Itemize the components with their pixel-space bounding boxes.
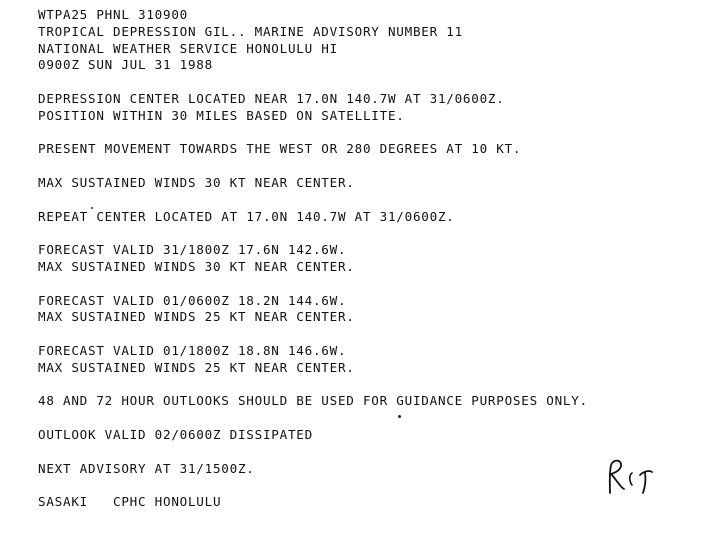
spacer	[38, 276, 588, 293]
movement-line: PRESENT MOVEMENT TOWARDS THE WEST OR 280 DEGREES AT 10 KT.	[38, 141, 522, 157]
scan-speck	[398, 415, 401, 418]
forecast-1-winds-line: MAX SUSTAINED WINDS 30 KT NEAR CENTER.	[38, 258, 355, 274]
spacer	[38, 125, 588, 142]
forecast-3-winds-line: MAX SUSTAINED WINDS 25 KT NEAR CENTER.	[38, 359, 355, 375]
header-line-wmo-id: WTPA25 PHNL 310900	[38, 7, 188, 22]
forecast-2-winds-line: MAX SUSTAINED WINDS 25 KT NEAR CENTER.	[38, 309, 355, 325]
forecast-3-valid-line: FORECAST VALID 01/1800Z 18.8N 146.6W.	[38, 342, 347, 358]
outlook-line: OUTLOOK VALID 02/0600Z DISSIPATED	[38, 426, 313, 442]
spacer	[38, 225, 588, 242]
header-line-office: NATIONAL WEATHER SERVICE HONOLULU HI	[38, 40, 338, 56]
max-winds-line: MAX SUSTAINED WINDS 30 KT NEAR CENTER.	[38, 174, 355, 190]
spacer	[38, 326, 588, 343]
handwritten-initials-signature	[602, 455, 662, 497]
forecaster-line: SASAKI CPHC HONOLULU	[38, 494, 222, 510]
repeat-center-line: REPEAT CENTER LOCATED AT 17.0N 140.7W AT 31/0600Z.	[38, 208, 455, 224]
header-line-title: TROPICAL DEPRESSION GIL.. MARINE ADVISORY NUMBER 11	[38, 23, 463, 39]
next-advisory-line: NEXT ADVISORY AT 31/1500Z.	[38, 460, 255, 476]
forecast-2-valid-line: FORECAST VALID 01/0600Z 18.2N 144.6W.	[38, 292, 347, 308]
spacer	[38, 192, 588, 209]
forecast-1-valid-line: FORECAST VALID 31/1800Z 17.6N 142.6W.	[38, 242, 347, 258]
outlook-note-line: 48 AND 72 HOUR OUTLOOKS SHOULD BE USED FOR GUIDANCE PURPOSES ONLY.	[38, 393, 588, 409]
header-line-datetime: 0900Z SUN JUL 31 1988	[38, 57, 213, 73]
spacer	[38, 477, 588, 494]
spacer	[38, 410, 588, 427]
spacer	[38, 74, 588, 91]
spacer	[38, 158, 588, 175]
scan-speck	[91, 207, 93, 209]
spacer	[38, 377, 588, 394]
center-position-line: DEPRESSION CENTER LOCATED NEAR 17.0N 140.7W AT 31/0600Z.	[38, 90, 505, 106]
position-accuracy-line: POSITION WITHIN 30 MILES BASED ON SATELLITE.	[38, 107, 405, 123]
marine-advisory-text	[38, 7, 588, 511]
spacer	[38, 444, 588, 461]
